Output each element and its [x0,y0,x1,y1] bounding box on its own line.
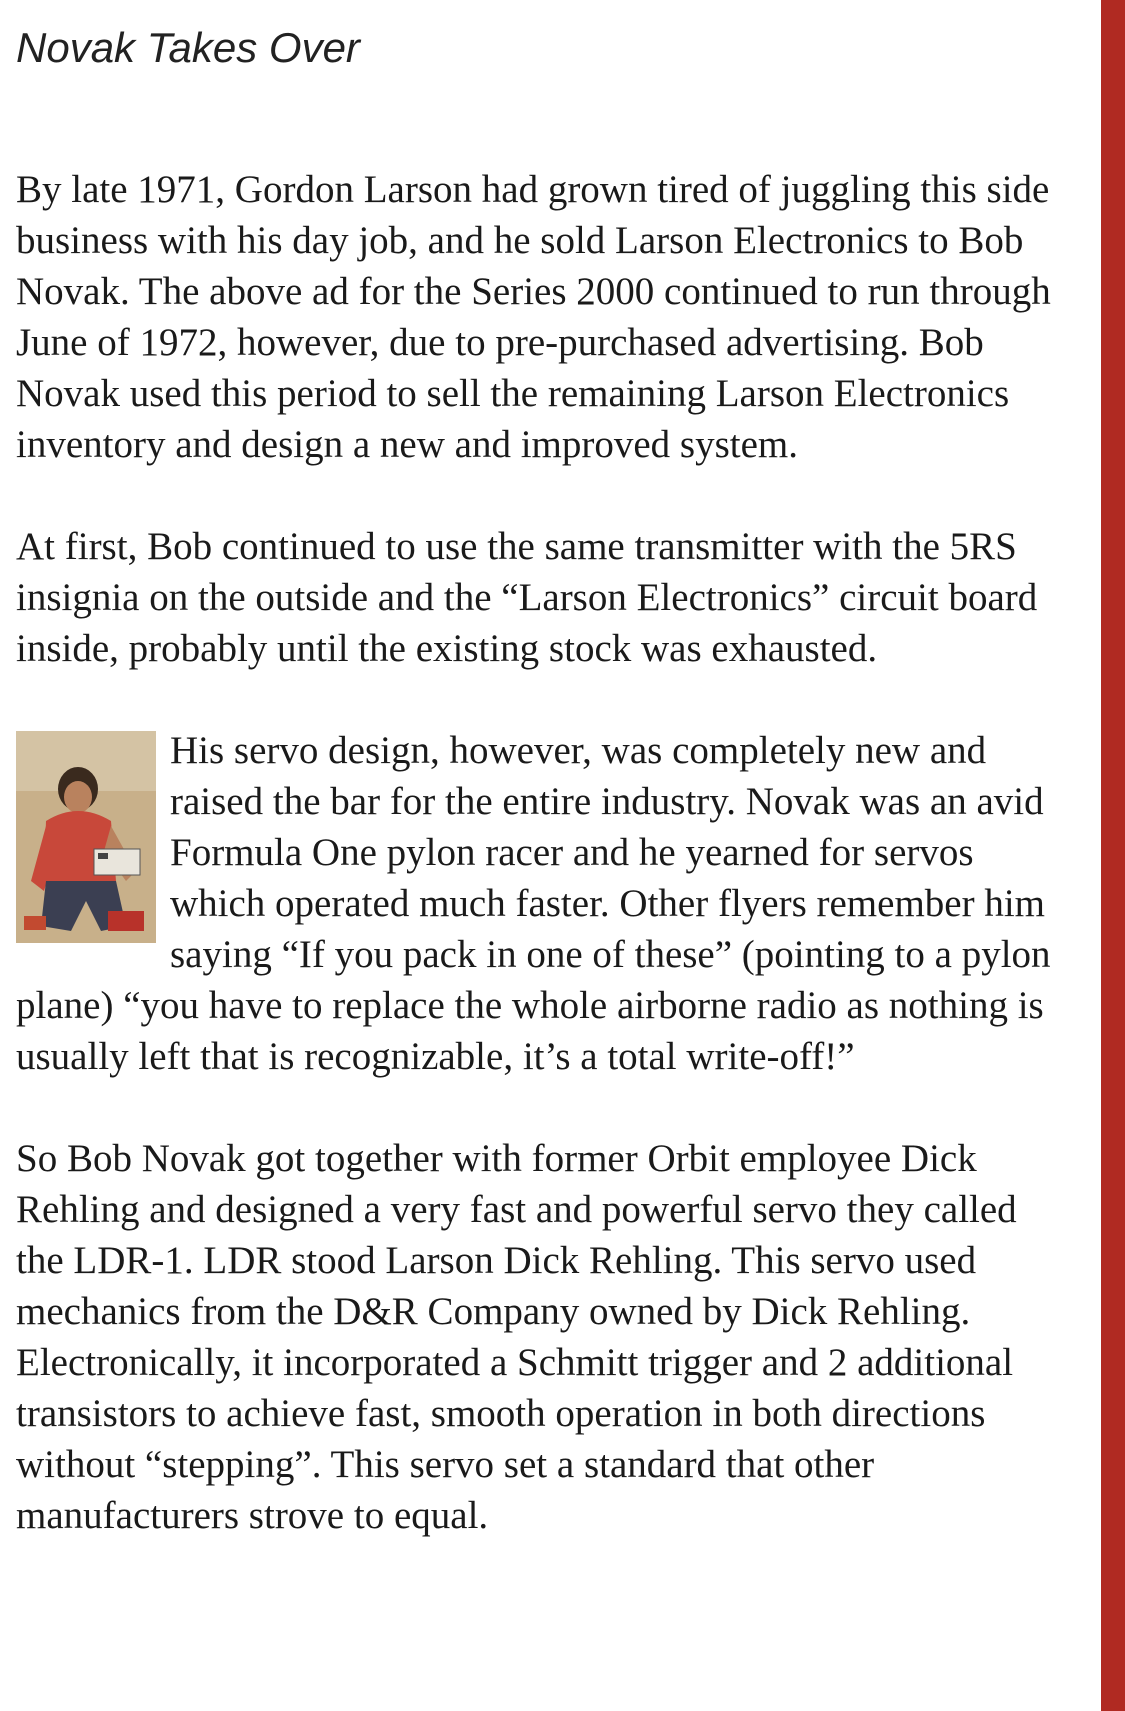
section-heading: Novak Takes Over [16,24,360,71]
bob-novak-photo [16,731,156,943]
paragraph-ldr1-servo: So Bob Novak got together with former Orbit employee Dick Rehling and designed a very fast and powerful servo they called the LDR-1. LDR stood Larson Dick Rehling. This servo used mechanics from the D&R Company owned by Dick Rehling. Electronically, it incorporated a Schmitt trigger and 2 additional transistors to achieve fast, smooth operation in both directions without “stepping”. This servo set a standard that other manufacturers strove to equal. [16,1137,1017,1537]
paragraph-servo-design-block [16,725,1066,1082]
paragraph-transmitter: At first, Bob continued to use the same transmitter with the 5RS insignia on the outside and the “Larson Electronics” circuit board inside, probably until the existing stock was exhausted. [16,525,1038,670]
accent-sidebar-bar [1101,0,1125,1711]
article-content [16,0,1066,1541]
paragraph-servo-design: His servo design, however, was completely new and raised the bar for the entire industry. Novak was an avid Formula One pylon racer and he yearned for servos which operated much faster. Other flyers remember him saying “If you pack in one of these” (pointing to a pylon plane) “you have to replace the whole airborne radio as nothing is usually left that is recognizable, it’s a total write-off!” [16,729,1051,1078]
paragraph-larson-sale: By late 1971, Gordon Larson had grown tired of juggling this side business with his day job, and he sold Larson Electronics to Bob Novak. The above ad for the Series 2000 continued to run through June of 1972, however, due to pre-purchased advertising. Bob Novak used this period to sell the remaining Larson Electronics inventory and design a new and improved system. [16,168,1051,466]
